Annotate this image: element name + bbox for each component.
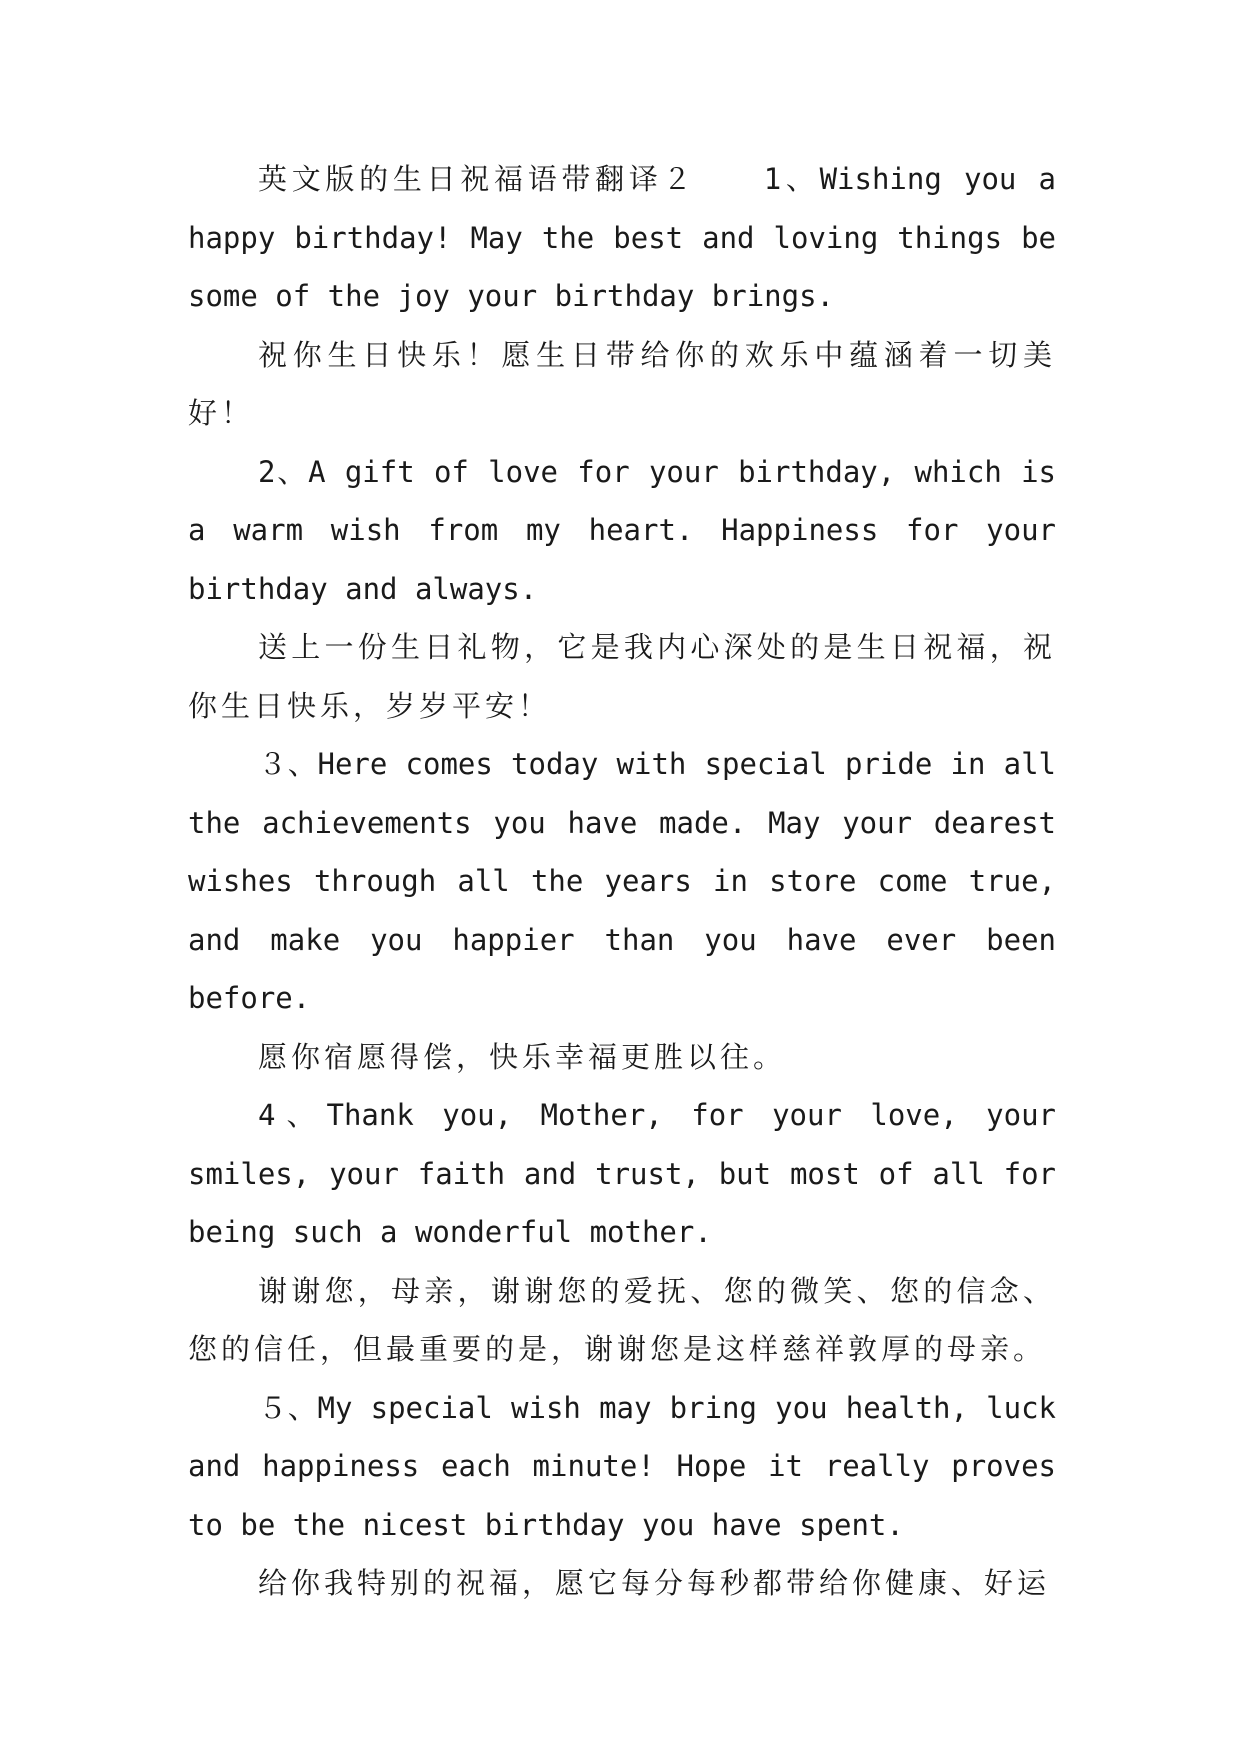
paragraph-wish-1-translation: 祝你生日快乐！愿生日带给你的欢乐中蕴涵着一切美好！ (188, 337, 1056, 430)
paragraph-wish-3-translation: 愿你宿愿得偿，快乐幸福更胜以往。 (258, 1039, 787, 1074)
paragraph-wish-4: 4、Thank you, Mother, for your love, your smiles, your faith and trust, but most of all for being such a wonderful mother. (188, 1098, 1056, 1249)
document-body (188, 150, 1056, 1613)
paragraph-title-wish-1: 英文版的生日祝福语带翻译２ 1、Wishing you a happy birthday! May the best and loving things be some of the joy your birthday brings. (188, 162, 1056, 313)
paragraph-wish-4-translation: 谢谢您，母亲，谢谢您的爱抚、您的微笑、您的信念、您的信任，但最重要的是，谢谢您是这样慈祥敦厚的母亲。 (188, 1273, 1056, 1366)
paragraph-wish-2: 2、A gift of love for your birthday, which is a warm wish from my heart. Happiness for your birthday and always. (188, 454, 1056, 606)
paragraph-wish-2-translation: 送上一份生日礼物，它是我内心深处的是生日祝福，祝你生日快乐，岁岁平安！ (188, 630, 1056, 723)
paragraph-wish-3: ３、Here comes today with special pride in all the achievements you have made. May your dearest wishes through all the years in store come true, and make you happier than you have ever been before. (188, 747, 1056, 1015)
paragraph-wish-5-translation: 给你我特别的祝福，愿它每分每秒都带给你健康、好运 (258, 1566, 1051, 1600)
paragraph-wish-5: ５、My special wish may bring you health, luck and happiness each minute! Hope it really proves to be the nicest birthday you have spent. (188, 1390, 1056, 1542)
